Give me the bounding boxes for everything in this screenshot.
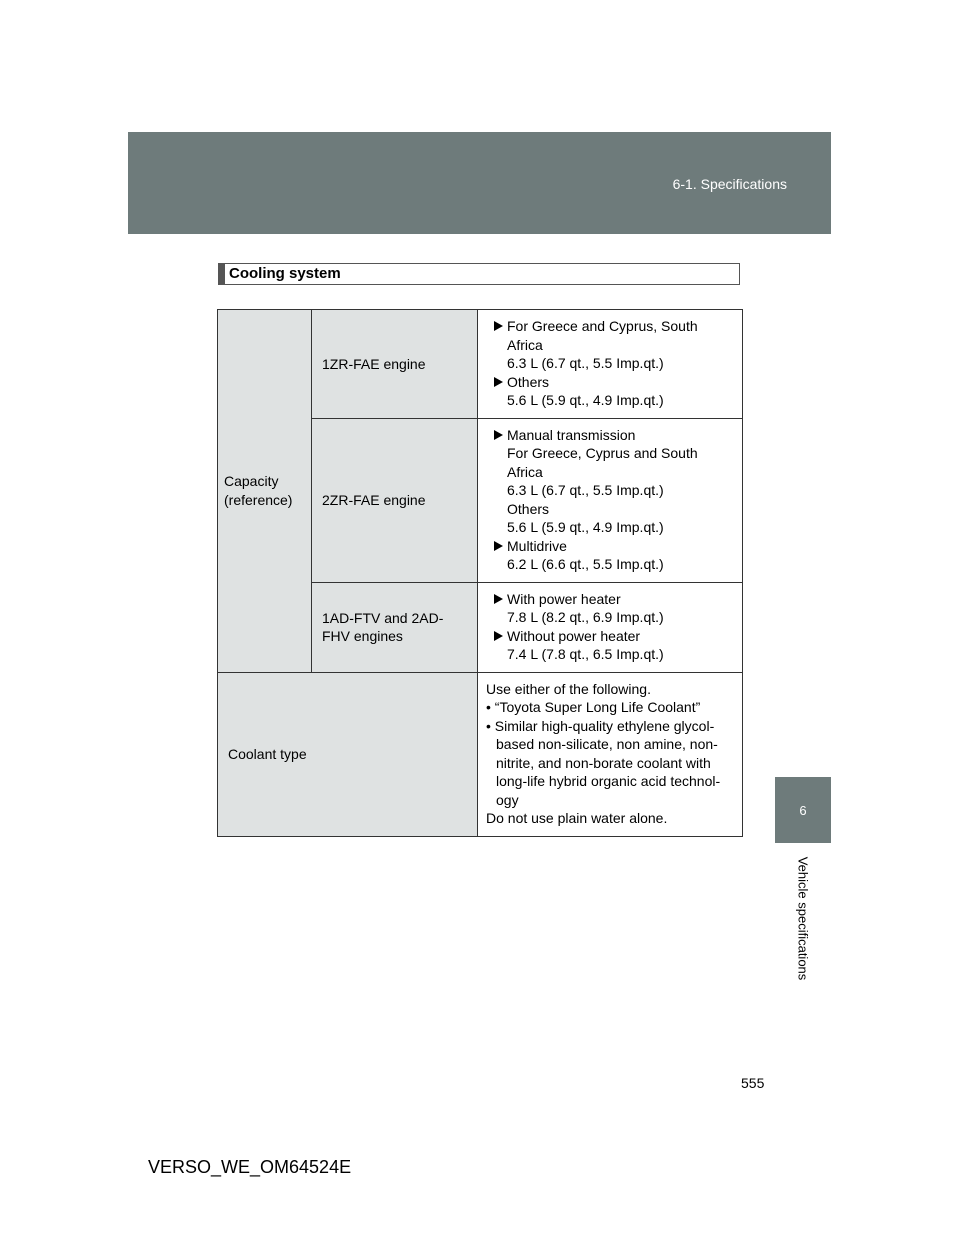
arrow-right-icon bbox=[494, 321, 503, 331]
capacity-value-cell bbox=[478, 310, 743, 419]
engine-name-cell bbox=[312, 582, 478, 672]
header-bar bbox=[128, 132, 831, 234]
engine-name: 1ZR-FAE engine bbox=[322, 355, 426, 372]
coolant-type-value-cell: Use either of the following. • “Toyota Super Long Life Coolant” • Similar high-quality ethylene glycol- based non-silicate, non amine, non- nitrite, and non-borate coolant with long-life hybrid organic acid technol- ogy Do not use plain water alone. bbox=[478, 672, 743, 836]
list-item: Multidrive 6.2 L (6.6 qt., 5.5 Imp.qt.) bbox=[486, 537, 736, 574]
capacity-label-sub: (reference) bbox=[224, 491, 293, 508]
list-item: Without power heater 7.4 L (7.8 qt., 6.5 Imp.qt.) bbox=[486, 627, 736, 664]
list-item: With power heater 7.8 L (8.2 qt., 6.9 Imp.qt.) bbox=[486, 590, 736, 627]
table-row bbox=[218, 672, 743, 836]
capacity-value-cell bbox=[478, 582, 743, 672]
list-item: For Greece and Cyprus, South Africa 6.3 L (6.7 qt., 5.5 Imp.qt.) bbox=[486, 317, 736, 373]
arrow-right-icon bbox=[494, 631, 503, 641]
engine-name: 1AD-FTV and 2AD- bbox=[322, 609, 444, 626]
table-row bbox=[218, 310, 743, 419]
coolant-type-label: Coolant type bbox=[228, 745, 307, 762]
arrow-right-icon bbox=[494, 377, 503, 387]
capacity-label-cell bbox=[218, 310, 312, 673]
engine-name-cell bbox=[312, 310, 478, 419]
capacity-label: Capacity bbox=[224, 473, 279, 490]
arrow-right-icon bbox=[494, 594, 503, 604]
cooling-spec-table bbox=[217, 309, 743, 837]
section-title: 6-1. Specifications bbox=[672, 176, 787, 192]
chapter-tab-label bbox=[775, 843, 831, 993]
chapter-tab-number: 6 bbox=[775, 777, 831, 843]
engine-name-cont: FHV engines bbox=[322, 628, 403, 644]
engine-name: 2ZR-FAE engine bbox=[322, 491, 426, 508]
list-item: Others 5.6 L (5.9 qt., 4.9 Imp.qt.) bbox=[486, 373, 736, 410]
section-heading: Cooling system bbox=[218, 263, 740, 285]
arrow-right-icon bbox=[494, 541, 503, 551]
capacity-value-cell bbox=[478, 418, 743, 582]
page-number: 555 bbox=[741, 1075, 765, 1091]
document-code: VERSO_WE_OM64524E bbox=[148, 1157, 352, 1177]
arrow-right-icon bbox=[494, 430, 503, 440]
chapter-tab-label-text: Vehicle specifications bbox=[795, 856, 811, 980]
list-item: Manual transmission For Greece, Cyprus and South Africa 6.3 L (6.7 qt., 5.5 Imp.qt.) Others 5.6 L (5.9 qt., 4.9 Imp.qt.) bbox=[486, 426, 736, 537]
coolant-type-label-cell bbox=[218, 672, 478, 836]
engine-name-cell bbox=[312, 418, 478, 582]
